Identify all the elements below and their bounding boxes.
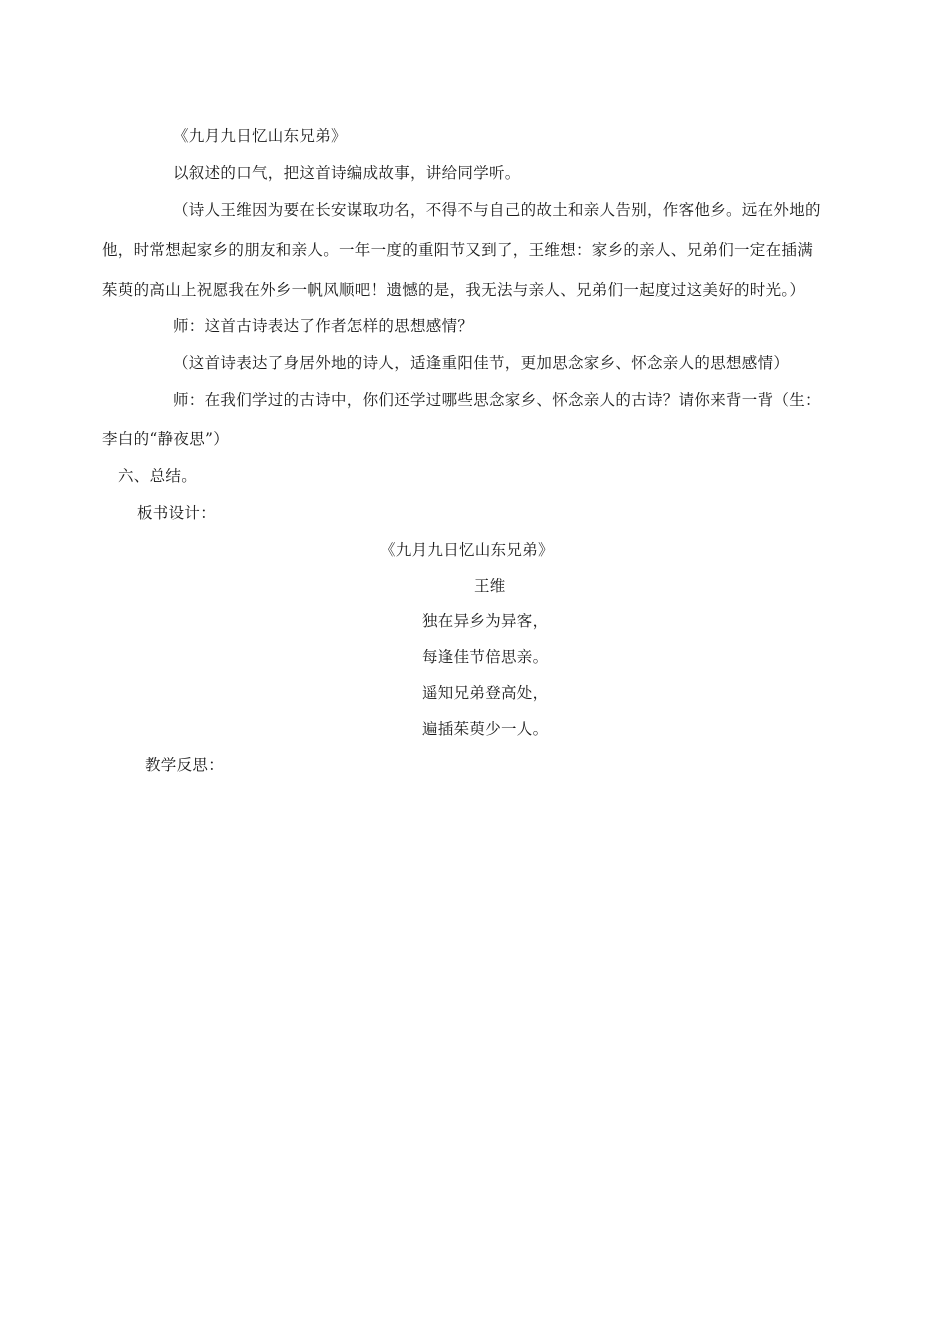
- teacher-question-2-line-2: 李白的“静夜思”）: [102, 430, 230, 448]
- board-verse-1: 独在异乡为异客，: [422, 612, 549, 630]
- board-verse-4: 遍插茱萸少一人。: [422, 720, 549, 738]
- board-verse-3: 遥知兄弟登高处，: [422, 684, 549, 702]
- board-poem-title: 《九月九日忆山东兄弟》: [380, 541, 554, 559]
- answer-1: （这首诗表达了身居外地的诗人，适逢重阳佳节，更加思念家乡、怀念亲人的思想感情）: [173, 354, 790, 372]
- story-line-1: （诗人王维因为要在长安谋取功名，不得不与自己的故土和亲人告别，作客他乡。远在外地的: [173, 201, 821, 219]
- teacher-question-1: 师：这首古诗表达了作者怎样的思想感情？: [173, 317, 474, 335]
- story-line-3: 茱萸的高山上祝愿我在外乡一帆风顺吧！遗憾的是，我无法与亲人、兄弟们一起度过这美好的时光。）: [102, 281, 806, 299]
- poem-title-heading: 《九月九日忆山东兄弟》: [173, 127, 347, 145]
- story-line-2: 他，时常想起家乡的朋友和亲人。一年一度的重阳节又到了，王维想：家乡的亲人、兄弟们一定在插满: [102, 241, 814, 259]
- board-poem-author: 王维: [474, 577, 506, 595]
- section-six-heading: 六、总结。: [118, 467, 198, 485]
- board-verse-2: 每逢佳节倍思亲。: [422, 648, 549, 666]
- board-design-label: 板书设计：: [137, 504, 217, 522]
- teacher-question-2-line-1: 师：在我们学过的古诗中，你们还学过哪些思念家乡、怀念亲人的古诗？请你来背一背（生：: [173, 391, 821, 409]
- teaching-reflection-label: 教学反思：: [145, 756, 225, 774]
- instruction-text: 以叙述的口气，把这首诗编成故事，讲给同学听。: [173, 164, 521, 182]
